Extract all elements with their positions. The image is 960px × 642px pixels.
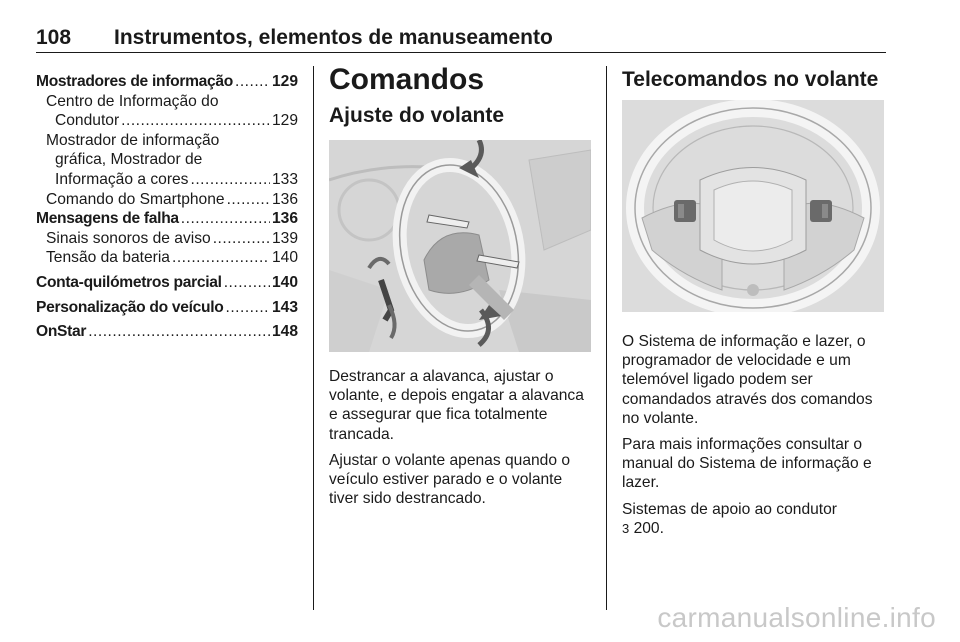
toc-subentry[interactable]: Centro de Informação do Condutor ..... 129 — [36, 92, 298, 131]
toc-entry[interactable]: Conta-quilómetros parcial ..... 140 — [36, 273, 298, 293]
toc-entry[interactable]: OnStar ..... 148 — [36, 322, 298, 342]
toc-entry[interactable]: Mostradores de informação ..... 129 — [36, 72, 298, 92]
page-number: 108 — [36, 26, 72, 49]
column-divider — [606, 66, 607, 610]
page-header — [36, 26, 886, 53]
steering-adjust-illustration — [329, 140, 591, 352]
watermark: carmanualsonline.info — [657, 602, 936, 633]
paragraph: Destrancar a alavanca, ajustar o volante, e depois engatar a alavanca e assegurar que fica totalmente trancada. — [329, 368, 584, 443]
paragraph: O Sistema de informação e lazer, o programador de velocidade e um telemóvel ligado podem ser comandados através dos comandos no volante. — [622, 333, 873, 427]
paragraph: Ajustar o volante apenas quando o veículo estiver parado e o volante tiver sido destrancado. — [329, 451, 571, 508]
wheel-controls-section — [622, 62, 886, 98]
table-of-contents — [36, 72, 298, 342]
column-divider — [313, 66, 314, 610]
steering-adjust-section — [329, 62, 595, 128]
page-reference-icon: 3 — [622, 520, 630, 536]
steering-wheel-controls-illustration — [622, 100, 884, 312]
toc-subentry[interactable]: Tensão da bateria ..... 140 — [36, 248, 298, 268]
paragraph: Sistemas de apoio ao condutor 3 200. — [622, 500, 837, 537]
toc-entry[interactable]: Mensagens de falha ..... 136 — [36, 209, 298, 229]
page-reference-link[interactable]: 200. — [633, 519, 664, 537]
toc-subentry[interactable]: Comando do Smartphone ..... 136 — [36, 190, 298, 210]
section-heading: Comandos — [329, 63, 485, 96]
toc-entry[interactable]: Personalização do veículo ..... 143 — [36, 298, 298, 318]
steering-adjust-text — [329, 367, 595, 515]
toc-subentry[interactable]: Mostrador de informação gráfica, Mostrador de Informação a cores ..... 133 — [36, 131, 298, 190]
paragraph: Para mais informações consultar o manual do Sistema de informação e lazer. — [622, 436, 872, 492]
page-title: Instrumentos, elementos de manuseamento — [114, 26, 553, 49]
subsection-heading: Ajuste do volante — [329, 104, 505, 127]
wheel-controls-text — [622, 332, 886, 545]
section-heading: Telecomandos no volante — [622, 68, 879, 91]
toc-subentry[interactable]: Sinais sonoros de aviso ..... 139 — [36, 229, 298, 249]
